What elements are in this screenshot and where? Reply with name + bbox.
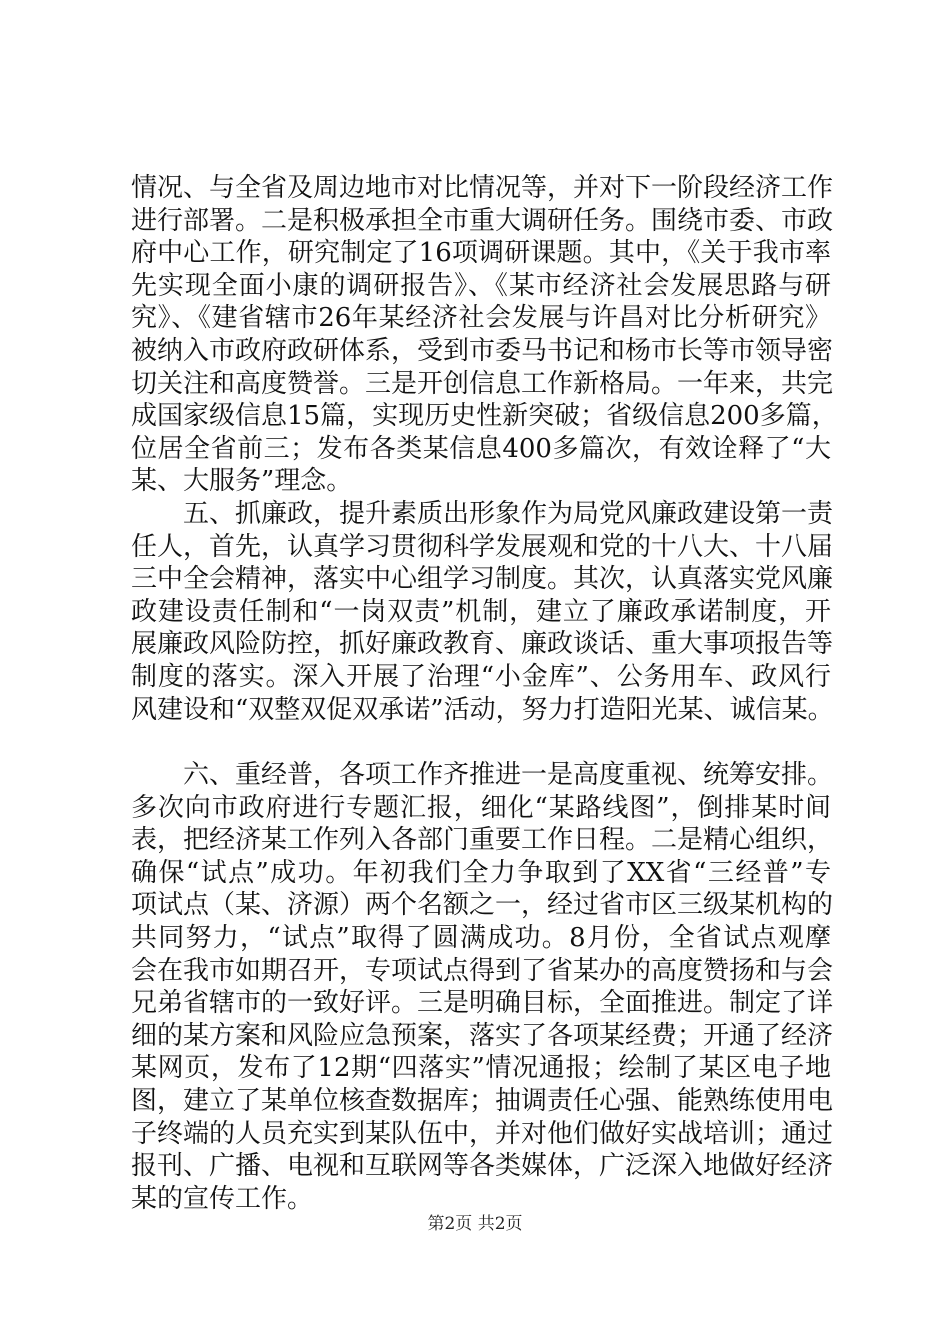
text-line: 位居全省前三；发布各类某信息400多篇次，有效诠释了“大 xyxy=(131,433,831,464)
text-line: 六、重经普，各项工作齐推进一是高度重视、统筹安排。 xyxy=(131,760,834,791)
text-line: 风建设和“双整双促双承诺”活动，努力打造阳光某、诚信某。 xyxy=(131,694,834,725)
paragraph-anti-corruption xyxy=(131,498,834,726)
text-line: 某网页，发布了12期“四落实”情况通报；绘制了某区电子地 xyxy=(131,1053,831,1084)
text-line: 五、抓廉政，提升素质出形象作为局党风廉政建设第一责 xyxy=(131,498,834,529)
text-line: 究》、《建省辖市26年某经济社会发展与许昌对比分析研究》 xyxy=(131,303,831,334)
text-line: 确保“试点”成功。年初我们全力争取到了XX省“三经普”专 xyxy=(131,857,831,888)
text-line: 切关注和高度赞誉。三是开创信息工作新格局。一年来，共完 xyxy=(131,368,834,399)
text-line: 共同努力，“试点”取得了圆满成功。8月份，全省试点观摩 xyxy=(131,923,831,954)
text-line: 会在我市如期召开，专项试点得到了省某办的高度赞扬和与会 xyxy=(131,955,834,986)
text-line: 报刊、广播、电视和互联网等各类媒体，广泛深入地做好经济 xyxy=(131,1151,834,1182)
document-body xyxy=(131,172,838,1215)
text-line: 制度的落实。深入开展了治理“小金库”、公务用车、政风行 xyxy=(131,661,831,692)
text-line: 府中心工作，研究制定了16项调研课题。其中，《关于我市率 xyxy=(131,238,831,269)
paragraph-continuation xyxy=(131,172,838,498)
text-line: 某的宣传工作。 xyxy=(131,1183,314,1214)
text-line: 三中全会精神，落实中心组学习制度。其次，认真落实党风廉 xyxy=(131,564,834,595)
text-line: 子终端的人员充实到某队伍中，并对他们做好实战培训；通过 xyxy=(131,1118,834,1149)
text-line: 被纳入市政府政研体系，受到市委马书记和杨市长等市领导密 xyxy=(131,335,834,366)
text-line: 先实现全面小康的调研报告》、《某市经济社会发展思路与研 xyxy=(131,270,831,301)
text-line: 图，建立了某单位核查数据库；抽调责任心强、能熟练使用电 xyxy=(131,1086,834,1117)
paragraph-economic-census xyxy=(131,759,834,1215)
text-line: 任人，首先，认真学习贯彻科学发展观和党的十八大、十八届 xyxy=(131,531,834,562)
text-line: 政建设责任制和“一岗双责”机制，建立了廉政承诺制度，开 xyxy=(131,596,831,627)
paragraph-spacer xyxy=(131,726,831,759)
text-line: 情况、与全省及周边地市对比情况等，并对下一阶段经济工作 xyxy=(131,173,834,203)
text-line: 展廉政风险防控，抓好廉政教育、廉政谈话、重大事项报告等 xyxy=(131,629,834,660)
text-line: 细的某方案和风险应急预案，落实了各项某经费；开通了经济 xyxy=(131,1020,834,1051)
text-line: 多次向市政府进行专题汇报，细化“某路线图”，倒排某时间 xyxy=(131,792,831,823)
text-line: 某、大服务”理念。 xyxy=(131,466,353,497)
text-line: 表，把经济某工作列入各部门重要工作日程。二是精心组织， xyxy=(131,825,834,856)
text-line: 项试点（某、济源）两个名额之一，经过省市区三级某机构的 xyxy=(131,890,834,921)
page-number-footer: 第2页 共2页 xyxy=(427,1214,523,1234)
text-line: 进行部署。二是积极承担全市重大调研任务。围绕市委、市政 xyxy=(131,205,834,236)
text-line: 兄弟省辖市的一致好评。三是明确目标，全面推进。制定了详 xyxy=(131,988,834,1019)
text-line: 成国家级信息15篇，实现历史性新突破；省级信息200多篇， xyxy=(131,401,838,432)
